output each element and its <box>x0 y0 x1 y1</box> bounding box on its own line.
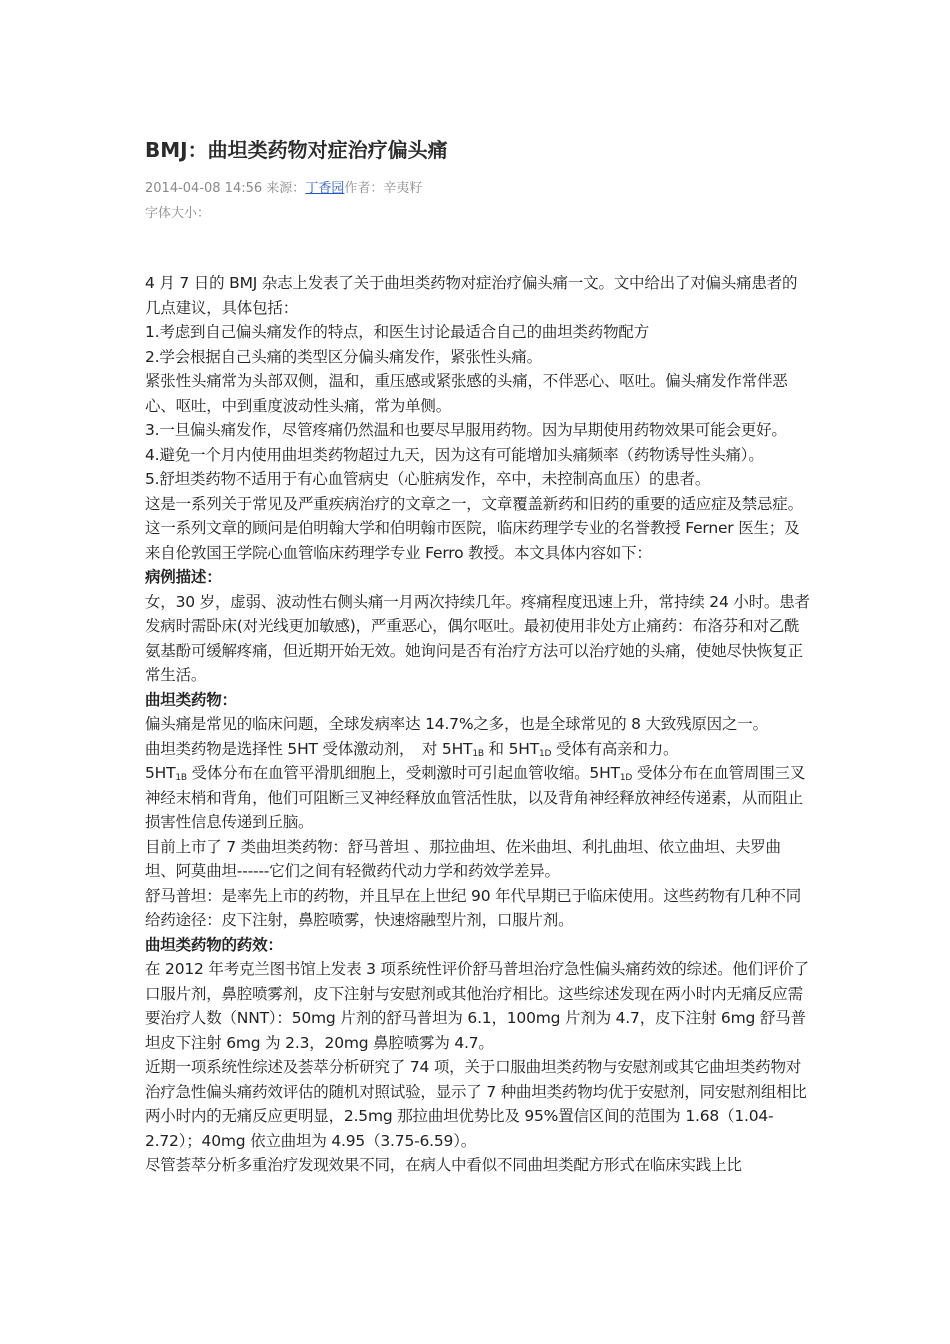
paragraph: 目前上市了 7 类曲坦类药物：舒马普坦 、那拉曲坦、佐米曲坦、利扎曲坦、依立曲坦、夫罗曲坦、阿莫曲坦------它们之间有轻微药代动力学和药效学差异。 <box>145 837 781 880</box>
section-heading: 曲坦类药物： <box>145 690 237 709</box>
paragraph: 舒马普坦：是率先上市的药物，并且早在上世纪 90 年代早期已于临床使用。这些药物有几种不同给药途径：皮下注射，鼻腔喷雾，快速熔融型片剂，口服片剂。 <box>145 886 802 929</box>
author-name: 辛夷籽 <box>383 181 423 196</box>
paragraph: 3.一旦偏头痛发作，尽管疼痛仍然温和也要尽早服用药物。因为早期使用药物效果可能会更好。 <box>145 421 787 439</box>
paragraph: 这是一系列关于常见及严重疾病治疗的文章之一，文章覆盖新药和旧药的重要的适应症及禁忌症。这一系列文章的顾问是伯明翰大学和伯明翰市医院，临床药理学专业的名誉教授 Ferner 医生；及来自伦敦国王学院心血管临床药理学专业 Ferro 教授。本文具体内容如下： <box>145 494 803 562</box>
paragraph: 5.舒坦类药物不适用于有心血管病史（心脏病发作，卒中，未控制高血压）的患者。 <box>145 470 711 488</box>
paragraph: 紧张性头痛常为头部双侧，温和，重压感或紧张感的头痛，不伴恶心、呕吐。偏头痛发作常伴恶心、呕吐，中到重度波动性头痛，常为单侧。 <box>145 372 788 415</box>
author-label: 作者： <box>344 181 384 196</box>
paragraph: 4.避免一个月内使用曲坦类药物超过九天，因为这有可能增加头痛频率（药物诱导性头痛）。 <box>145 445 764 464</box>
paragraph: 1.考虑到自己偏头痛发作的特点，和医生讨论最适合自己的曲坦类药物配方 <box>145 323 649 341</box>
paragraph: 偏头痛是常见的临床问题，全球发病率达 14.7%之多，也是全球常见的 8 大致残原因之一。 <box>145 715 768 733</box>
font-size-label: 字体大小： <box>145 206 211 221</box>
publish-datetime: 2014-04-08 14:56 <box>145 181 263 196</box>
text-run: 和 5HT <box>483 739 539 758</box>
paragraph: 尽管荟萃分析多重治疗发现效果不同，在病人中看似不同曲坦类配方形式在临床实践上比 <box>145 1156 742 1174</box>
article-title: BMJ：曲坦类药物对症治疗偏头痛 <box>145 138 448 162</box>
source-label: 来源： <box>266 181 306 196</box>
text-run: 受体有高亲和力。 <box>551 739 679 758</box>
paragraph: 女，30 岁，虚弱、波动性右侧头痛一月两次持续几年。疼痛程度迅速上升，常持续 24 小时。患者发病时需卧床(对光线更加敏感)，严重恶心，偶尔呕吐。最初使用非处方止痛药：布洛芬和对乙酰氨基酚可缓解疼痛，但近期开始无效。她询问是否有治疗方法可以治疗她的头痛，使她尽快恢复正常生活。 <box>145 592 810 684</box>
section-heading: 曲坦类药物的药效： <box>145 935 283 954</box>
text-run: 5HT <box>145 764 176 782</box>
font-size-control[interactable] <box>145 202 210 221</box>
paragraph: 2.学会根据自己头痛的类型区分偏头痛发作，紧张性头痛。 <box>145 347 542 366</box>
paragraph: 4 月 7 日的 BMJ 杂志上发表了关于曲坦类药物对症治疗偏头痛一文。文中给出了对偏头痛患者的几点建议，具体包括： <box>145 274 798 317</box>
text-run: 受体分布在血管周围三叉神经末梢和背角，他们可阻断三叉神经释放血管活性肽，以及背角神经释放神经传递素，从而阻止损害性信息传递到丘脑。 <box>145 764 806 831</box>
article-body <box>145 271 810 1178</box>
source-link[interactable]: 丁香园 <box>305 181 345 196</box>
article-meta <box>145 177 422 196</box>
paragraph <box>145 761 810 835</box>
subscript: 1B <box>472 748 484 759</box>
paragraph: 近期一项系统性综述及荟萃分析研究了 74 项，关于口服曲坦类药物与安慰剂或其它曲坦类药物对治疗急性偏头痛药效评估的随机对照试验，显示了 7 种曲坦类药物均优于安慰剂，同安慰剂组相比两小时内的无痛反应更明显，2.5mg 那拉曲坦优势比及 95%置信区间的范围为 1.68（1.04-2.72）；40mg 依立曲坦为 4.95（3.75-6.59）。 <box>145 1058 807 1150</box>
subscript: 1B <box>175 773 187 783</box>
text-run: 曲坦类药物是选择性 5HT 受体激动剂， 对 5HT <box>145 739 473 758</box>
subscript: 1D <box>538 748 552 759</box>
subscript: 1D <box>619 773 633 783</box>
section-heading: 病例描述： <box>145 568 222 586</box>
text-run: 受体分布在血管平滑肌细胞上，受刺激时可引起血管收缩。5HT <box>186 764 620 782</box>
paragraph: 在 2012 年考克兰图书馆上发表 3 项系统性评价舒马普坦治疗急性偏头痛药效的综述。他们评价了口服片剂，鼻腔喷雾剂，皮下注射与安慰剂或其他治疗相比。这些综述发现在两小时内无痛反应需要治疗人数（NNT）：50mg 片剂的舒马普坦为 6.1，100mg 片剂为 4.7，皮下注射 6mg 舒马普坦皮下注射 6mg 为 2.3，20mg 鼻腔喷雾为 4.7。 <box>145 960 809 1052</box>
paragraph <box>145 737 810 762</box>
